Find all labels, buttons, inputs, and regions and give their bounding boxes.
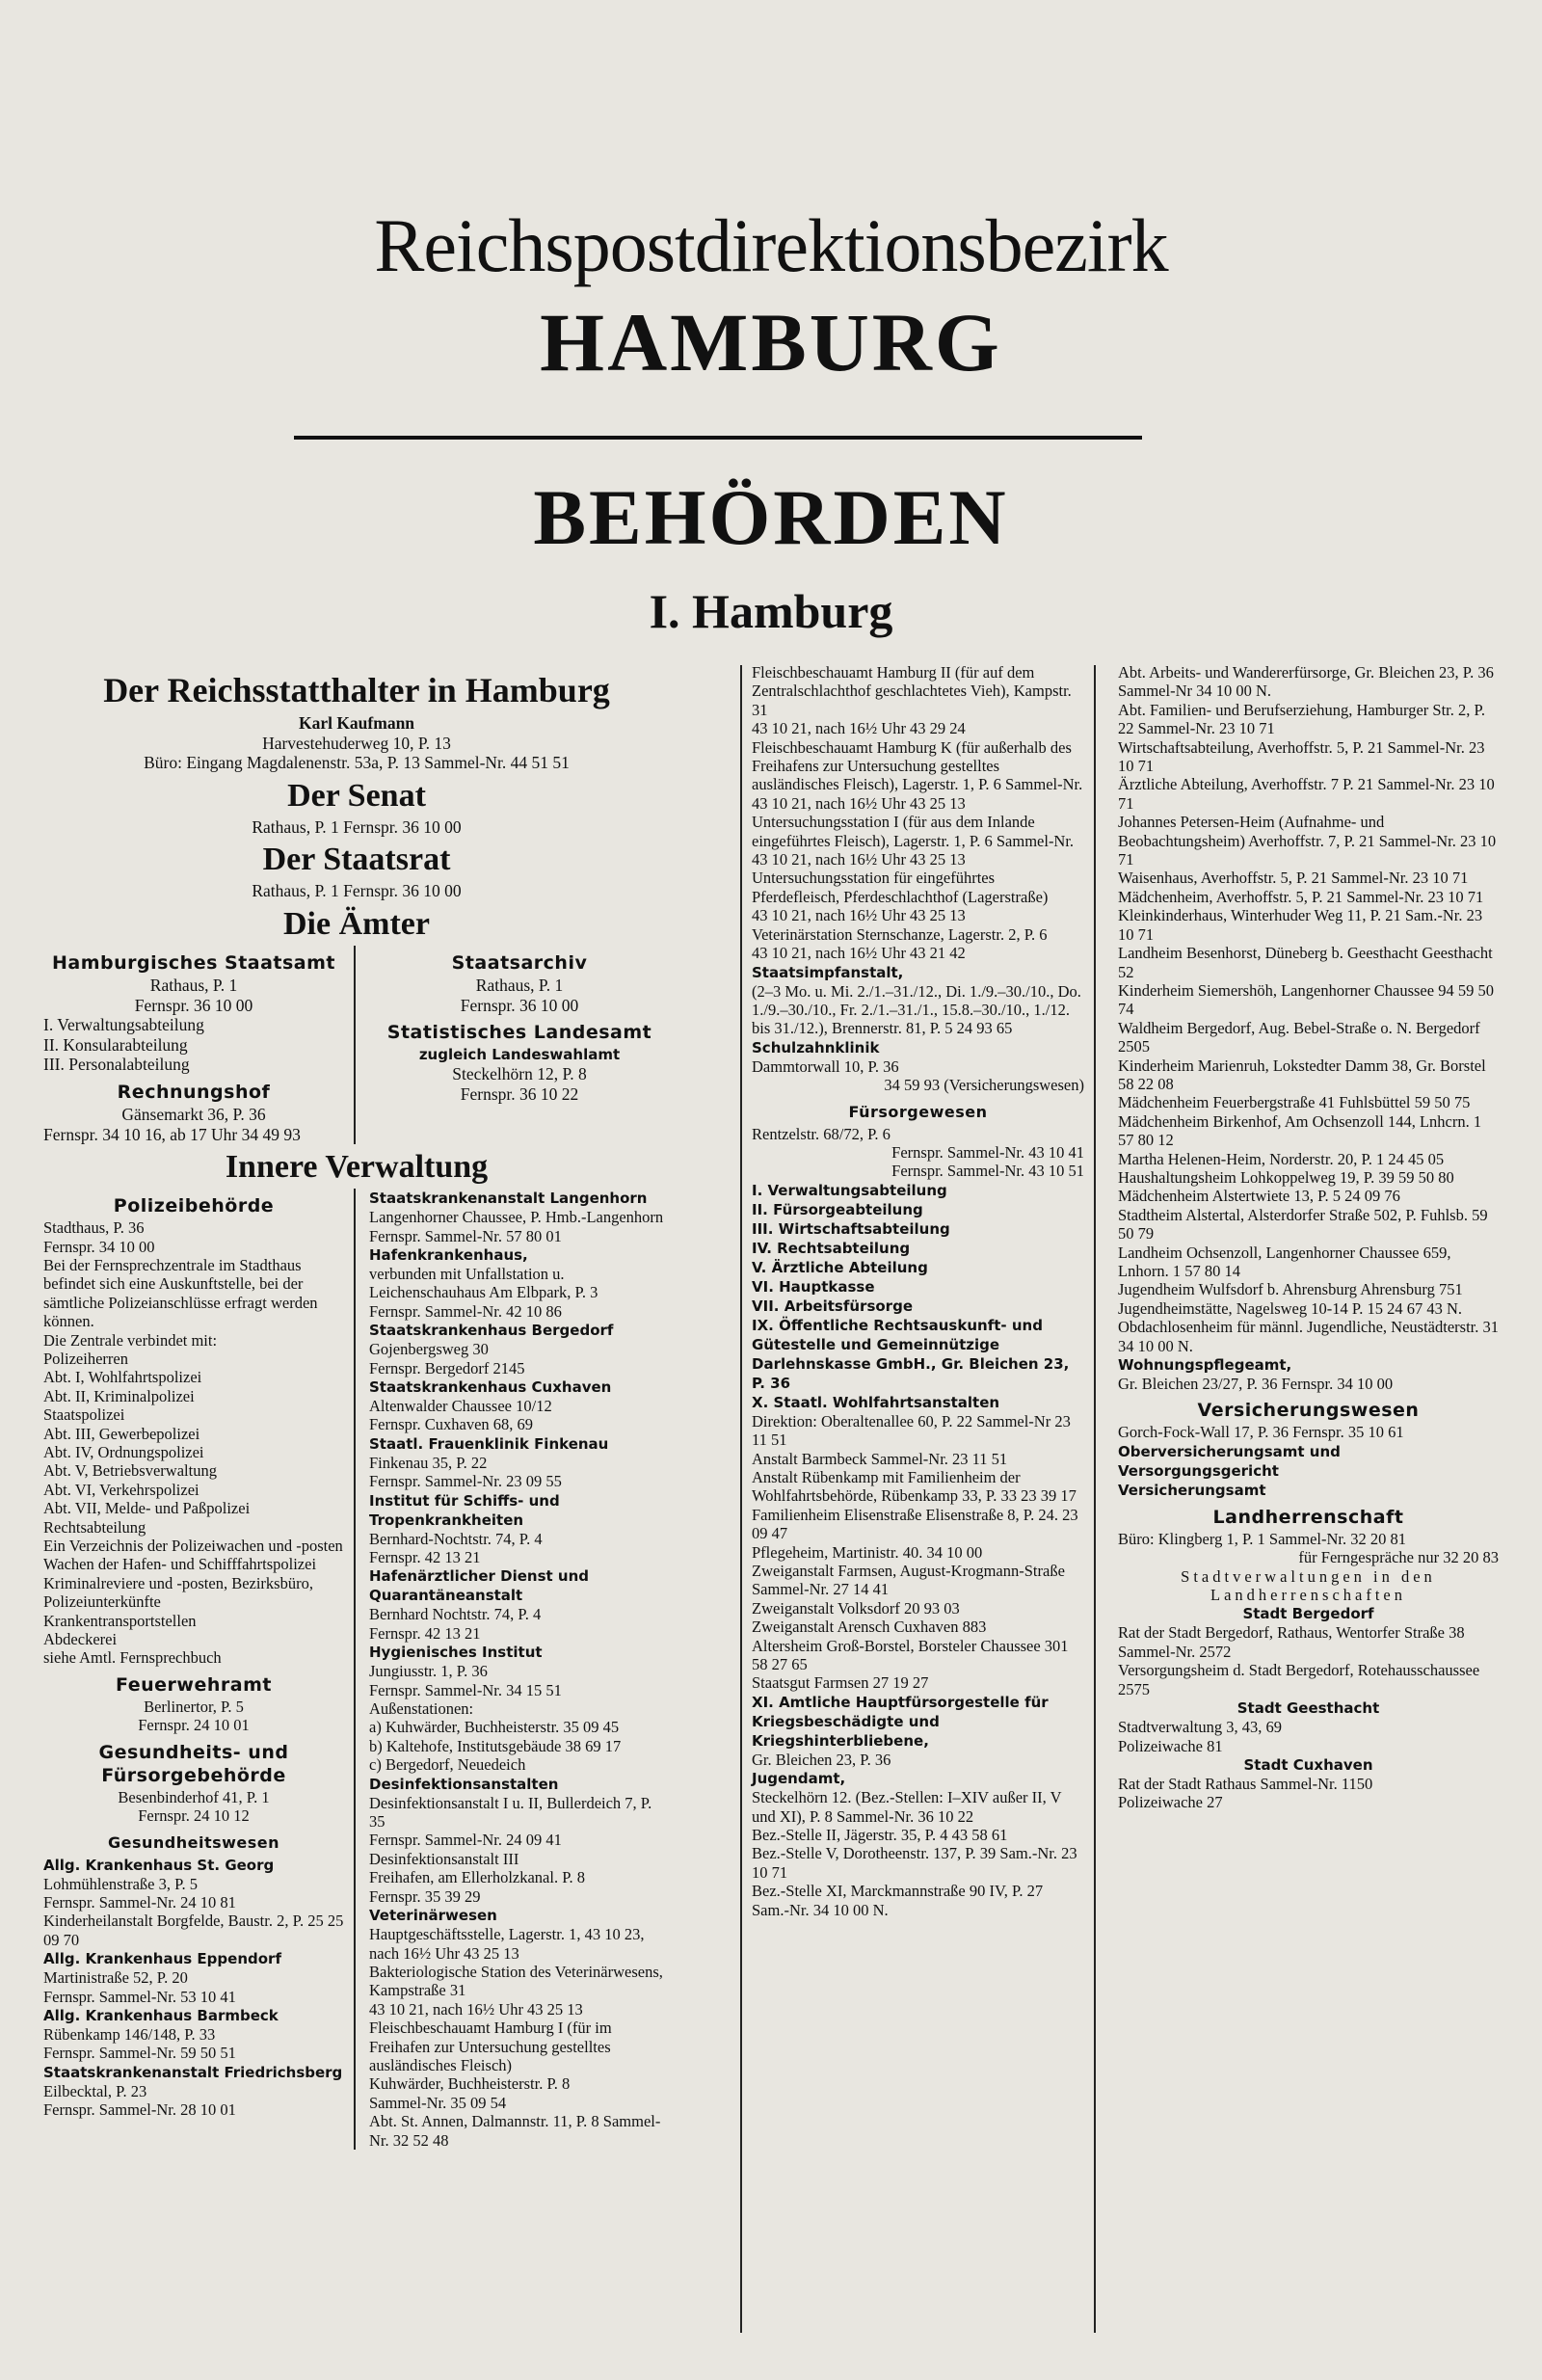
feuerwehr-heading: Feuerwehramt	[116, 1673, 272, 1696]
text-line: Kinderheilanstalt Borgfelde, Baustr. 2, P. 25 25 09 70	[43, 1912, 344, 1949]
text-line: Fernspr. 42 13 21	[369, 1623, 481, 1643]
text-line: Rathaus, P. 1	[475, 975, 564, 995]
abteilung-item: III. Wirtschaftsabteilung	[752, 1219, 950, 1238]
impf-heading: Staatsimpfanstalt,	[752, 963, 904, 981]
rechnungshof-heading: Rechnungshof	[117, 1081, 271, 1103]
title-rule	[294, 436, 1142, 440]
senat-heading: Der Senat	[287, 777, 426, 814]
text-line: Bei der Fernsprechzentrale im Stadthaus befindet sich eine Auskunftstelle, bei der sämtliche Polizeianschlüsse erfragt werden können.	[43, 1255, 318, 1331]
entry-heading: Desinfektionsanstalten	[369, 1775, 559, 1793]
text-line: Jugendheimstätte, Nagelsweg 10-14 P. 15 24 67 43 N.	[1118, 1298, 1462, 1318]
text-line: Abt. St. Annen, Dalmannstr. 11, P. 8 Sammel-Nr. 32 52 48	[369, 2112, 661, 2150]
wohnung-heading: Wohnungspflegeamt,	[1118, 1356, 1292, 1375]
text-line: Rat der Stadt Rathaus Sammel-Nr. 1150	[1118, 1774, 1373, 1793]
entry-heading: Institut für Schiffs- und Tropenkrankheiten	[369, 1491, 560, 1529]
text-line: Jungiusstr. 1, P. 36	[369, 1662, 488, 1681]
landherren-heading: Landherrenschaft	[1212, 1506, 1404, 1528]
text-line: Rat der Stadt Bergedorf, Rathaus, Wentorfer Straße 38 Sammel-Nr. 2572	[1118, 1623, 1465, 1661]
text-line: Fernspr. 35 39 29	[369, 1886, 481, 1906]
text-line: Anstalt Rübenkamp mit Familienheim der Wohlfahrtsbehörde, Rübenkamp 33, P. 33 23 39 17	[752, 1467, 1077, 1506]
text-line: Stadthaus, P. 36	[43, 1218, 145, 1238]
entry-heading: Staatl. Frauenklinik Finkenau	[369, 1434, 609, 1453]
wohlfahrt-heading: X. Staatl. Wohlfahrtsanstalten	[752, 1393, 1000, 1411]
text-line: Bez.-Stelle V, Dorotheenstr. 137, P. 39 Sam.-Nr. 23 10 71	[752, 1844, 1077, 1882]
text-line: Fernspr. 36 10 22	[460, 1083, 579, 1104]
abteilung-item: IV. Rechtsabteilung	[752, 1239, 911, 1257]
text-line: Bernhard-Nochtstr. 74, P. 4	[369, 1529, 543, 1548]
text-line: Rechtsabteilung	[43, 1517, 146, 1537]
column-divider	[740, 665, 742, 2333]
text-line: Rathaus, P. 1	[149, 975, 238, 995]
gesundheit-entries	[43, 1856, 344, 2120]
text-line: Langenhorner Chaussee, P. Hmb.-Langenhorn	[369, 1208, 664, 1227]
text-line: Gr. Bleichen 23, P. 36	[752, 1750, 891, 1769]
entry-heading: Hygienisches Institut	[369, 1644, 543, 1662]
jugend-heading: Jugendamt,	[752, 1770, 846, 1788]
text-line: Kriminalreviere und -posten, Bezirksbüro, Polizeiunterkünfte	[43, 1573, 313, 1612]
text-line: Gr. Bleichen 23/27, P. 36 Fernspr. 34 10 00	[1118, 1375, 1394, 1394]
text-line: Abt. Arbeits- und Wandererfürsorge, Gr. Bleichen 23, P. 36 Sammel-Nr 34 10 00 N.	[1118, 663, 1494, 701]
text-line: Anstalt Barmbeck Sammel-Nr. 23 11 51	[752, 1449, 1008, 1468]
text-line: 43 10 21, nach 16½ Uhr 43 25 13	[752, 906, 966, 925]
text-line: Fernspr. 24 10 12	[138, 1806, 250, 1826]
text-line: III. Personalabteilung	[43, 1055, 190, 1075]
reichsstatthalter-heading: Der Reichsstatthalter in Hamburg	[103, 671, 610, 709]
text-line: Altersheim Groß-Borstel, Borsteler Chaussee 301 58 27 65	[752, 1636, 1069, 1674]
text-line: Desinfektionsanstalt I u. II, Bullerdeich 7, P. 35	[369, 1793, 652, 1832]
innere-right	[354, 1189, 670, 2150]
text-line: Finkenau 35, P. 22	[369, 1453, 488, 1472]
text-line: Kinderheim Marienruh, Lokstedter Damm 38, Gr. Borstel 58 22 08	[1118, 1056, 1486, 1093]
text-line: Freihafen, am Ellerholzkanal. P. 8	[369, 1868, 586, 1887]
text-line: Obdachlosenheim für männl. Jugendliche, Neustädterstr. 31 34 10 00 N.	[1118, 1318, 1499, 1355]
text-line: Dammtorwall 10, P. 36	[752, 1056, 899, 1076]
text-line: Lohmühlenstraße 3, P. 5	[43, 1874, 198, 1893]
aemter-right	[354, 946, 670, 1144]
aemter-columns	[43, 946, 670, 1144]
versicherungsamt-heading: Versicherungsamt	[1118, 1481, 1266, 1499]
entry-heading: Staatskrankenhaus Cuxhaven	[369, 1377, 612, 1396]
text-line: Hauptgeschäftsstelle, Lagerstr. 1, 43 10 23, nach 16½ Uhr 43 25 13	[369, 1925, 645, 1963]
text-line: Staatspolizei	[43, 1405, 125, 1425]
text-line: Zweiganstalt Volksdorf 20 93 03	[752, 1598, 960, 1618]
text-line: Pflegeheim, Martinistr. 40. 34 10 00	[752, 1542, 983, 1562]
text-line: Steckelhörn 12. (Bez.-Stellen: I–XIV außer II, V und XI), P. 8 Sammel-Nr. 36 10 22	[752, 1788, 1062, 1826]
staatsrat-heading: Der Staatsrat	[262, 842, 451, 878]
entry-heading: Allg. Krankenhaus Eppendorf	[43, 1950, 281, 1968]
text-line: 43 10 21, nach 16½ Uhr 43 21 42	[752, 944, 966, 963]
text-line: Fernspr. Sammel-Nr. 57 80 01	[369, 1226, 562, 1245]
innere-heading: Innere Verwaltung	[225, 1149, 489, 1186]
jugend-lines	[752, 1788, 1084, 1919]
fleischbeschau-lines	[752, 663, 1084, 963]
text-line: Haushaltungsheim Lohkoppelweg 19, P. 39 59 50 80	[1118, 1167, 1454, 1187]
text-line: Versorgungsheim d. Stadt Bergedorf, Rotehausschaussee 2575	[1118, 1661, 1480, 1698]
page-title: Reichspostdirektionsbezirk	[374, 203, 1168, 287]
text-line: Eilbecktal, P. 23	[43, 2081, 147, 2100]
text-line: Direktion: Oberaltenallee 60, P. 22 Sammel-Nr 23 11 51	[752, 1411, 1071, 1450]
polizei-heading: Polizeibehörde	[113, 1195, 275, 1217]
cuxhaven-heading: Stadt Cuxhaven	[1243, 1755, 1373, 1774]
column-4	[1118, 663, 1499, 1812]
text-line: Rentzelstr. 68/72, P. 6	[752, 1124, 891, 1143]
text-line: Abt. V, Betriebsverwaltung	[43, 1461, 217, 1481]
reichsstatthalter-name: Karl Kaufmann	[298, 713, 415, 733]
text-line: Fernspr. Cuxhaven 68, 69	[369, 1415, 534, 1434]
text-line: Bez.-Stelle XI, Marckmannstraße 90 IV, P. 27 Sam.-Nr. 34 10 00 N.	[752, 1882, 1044, 1919]
text-line: II. Konsularabteilung	[43, 1034, 188, 1055]
fuersorge-heime-lines	[1118, 663, 1499, 1355]
text-line: siehe Amtl. Fernsprechbuch	[43, 1648, 222, 1668]
text-line: Fleischbeschauamt Hamburg II (für auf dem Zentralschlachthof geschlachtetes Vieh), Kampstr. 31	[752, 663, 1072, 719]
text-line: Rathaus, P. 1 Fernspr. 36 10 00	[252, 881, 462, 901]
text-line: Abt. VI, Verkehrspolizei	[43, 1480, 199, 1499]
abteilung-item: V. Ärztliche Abteilung	[752, 1258, 928, 1276]
text-line: Rübenkamp 146/148, P. 33	[43, 2024, 216, 2044]
text-line: Fernspr. Sammel-Nr. 23 09 55	[369, 1472, 562, 1491]
text-line: Abt. IV, Ordnungspolizei	[43, 1443, 204, 1461]
text-line: Gänsemarkt 36, P. 36	[121, 1104, 266, 1124]
text-line: Fernspr. 36 10 00	[134, 995, 253, 1015]
entry-heading: Staatskrankenanstalt Friedrichsberg	[43, 2063, 343, 2081]
entry-heading: Hafenkrankenhaus,	[369, 1245, 528, 1264]
text-line: Fernspr. Sammel-Nr. 24 09 41	[369, 1831, 562, 1850]
text-line: Jugendheim Wulfsdorf b. Ahrensburg Ahrensburg 751	[1118, 1280, 1463, 1299]
subsection-title: I. Hamburg	[649, 584, 893, 638]
text-line: Fernspr. 24 10 01	[138, 1716, 250, 1735]
text-line: Außenstationen:	[369, 1699, 474, 1719]
entry-heading: Allg. Krankenhaus Barmbeck	[43, 2006, 279, 2024]
text-line: Fleischbeschauamt Hamburg I (für im Freihafen zur Untersuchung gestelltes ausländisches Fleisch)	[369, 2019, 612, 2074]
text-line: a) Kuhwärder, Buchheisterstr. 35 09 45	[369, 1718, 620, 1737]
text-line: Fernspr. Sammel-Nr. 34 15 51	[369, 1680, 562, 1699]
text-line: Berlinertor, P. 5	[144, 1697, 244, 1716]
text-line: verbunden mit Unfallstation u. Leichenschauhaus Am Elbpark, P. 3	[369, 1264, 598, 1302]
text-line: Fernspr. Sammel-Nr. 53 10 41	[43, 1987, 236, 2006]
text-line: Fernspr. 36 10 00	[460, 995, 579, 1015]
text-line: Zweiganstalt Arensch Cuxhaven 883	[752, 1618, 987, 1637]
column-1	[43, 663, 670, 2150]
abteilung-item: II. Fürsorgeabteilung	[752, 1200, 923, 1218]
page-city: HAMBURG	[540, 296, 1002, 388]
entry-heading: Hafenärztlicher Dienst und Quarantäneanstalt	[369, 1567, 589, 1605]
text-line: I. Verwaltungsabteilung	[43, 1015, 204, 1035]
text-line: Abt. II, Kriminalpolizei	[43, 1386, 195, 1405]
text-line: Fernspr. Sammel-Nr. 28 10 01	[43, 2100, 236, 2120]
text-line: Fernspr. 42 13 21	[369, 1548, 481, 1566]
entry-heading: Veterinärwesen	[369, 1907, 497, 1925]
text-line: Veterinärstation Sternschanze, Lagerstr. 2, P. 6	[752, 924, 1048, 944]
text-line: Mädchenheim, Averhoffstr. 5, P. 21 Sammel-Nr. 23 10 71	[1118, 887, 1484, 906]
column-divider	[1094, 665, 1096, 2333]
text-line: Abt. III, Gewerbepolizei	[43, 1424, 200, 1443]
text-line: Gorch-Fock-Wall 17, P. 36 Fernspr. 35 10 61	[1118, 1423, 1404, 1442]
oberversicherung-heading: Oberversicherungsamt und Versorgungsgericht	[1118, 1442, 1341, 1480]
text-line: Untersuchungsstation I (für aus dem Inlande eingeführtes Fleisch), Lagerstr. 1, P. 6 Sammel-Nr. 43 10 21, nach 16½ Uhr 43 25 13	[752, 813, 1075, 869]
text-line: Die Zentrale verbindet mit:	[43, 1330, 218, 1350]
text-line: (2–3 Mo. u. Mi. 2./1.–31./12., Di. 1./9.–30./10., Do. 1./9.–30./10., Fr. 2./1.–31./1., 15.8.–30./10., 1./12. bis 31./12.), Brennerstr. 81, P. 5 24 93 65	[752, 981, 1081, 1038]
polizei-lines	[43, 1218, 344, 1668]
text-line: Familienheim Elisenstraße Elisenstraße 8, P. 24. 23 09 47	[752, 1505, 1078, 1543]
text-line: Kuhwärder, Buchheisterstr. P. 8	[369, 2074, 571, 2094]
bergedorf-heading: Stadt Bergedorf	[1242, 1605, 1374, 1623]
staatsarchiv-heading: Staatsarchiv	[451, 951, 588, 974]
text-line: Gojenbergsweg 30	[369, 1340, 489, 1359]
text-line: Stadtheim Alstertal, Alsterdorfer Straße 502, P. Fuhlsb. 59 50 79	[1118, 1205, 1488, 1243]
text-line: Abt. VII, Melde- und Paßpolizei	[43, 1499, 251, 1518]
text-line: für Ferngespräche nur 32 20 83	[1298, 1548, 1499, 1567]
text-line: Waldheim Bergedorf, Aug. Bebel-Straße o. N. Bergedorf 2505	[1118, 1018, 1480, 1056]
wohlfahrt-lines	[752, 1412, 1084, 1693]
text-line: Abt. Familien- und Berufserziehung, Hamburger Str. 2, P. 22 Sammel-Nr. 23 10 71	[1118, 700, 1485, 738]
abteilung-item: VI. Hauptkasse	[752, 1277, 875, 1296]
text-line: Ein Verzeichnis der Polizeiwachen und -posten	[43, 1537, 343, 1556]
text-line: Harvestehuderweg 10, P. 13	[262, 733, 451, 753]
text-line: Krankentransportstellen	[43, 1611, 197, 1630]
versicherung-heading: Versicherungswesen	[1197, 1400, 1420, 1422]
text-line: b) Kaltehofe, Institutsgebäude 38 69 17	[369, 1736, 622, 1755]
text-line: Fernspr. Bergedorf 2145	[369, 1358, 525, 1377]
text-line: Fernspr. Sammel-Nr. 59 50 51	[43, 2044, 236, 2063]
text-line: Besenbinderhof 41, P. 1	[118, 1787, 270, 1806]
gesundheit-heading: Gesundheits- und Fürsorgebehörde	[98, 1741, 289, 1786]
text-line: Fernspr. 34 10 00	[43, 1237, 155, 1256]
text-line: Desinfektionsanstalt III	[369, 1849, 519, 1868]
text-line: Martha Helenen-Heim, Norderstr. 20, P. 1 24 45 05	[1118, 1149, 1445, 1168]
abteilung-item: I. Verwaltungsabteilung	[752, 1181, 947, 1199]
xi-heading: XI. Amtliche Hauptfürsorgestelle für Kriegsbeschädigte und Kriegshinterbliebene,	[752, 1693, 1049, 1750]
text-line: Fleischbeschauamt Hamburg K (für außerhalb des Freihafens zur Untersuchung gestelltes ausländisches Fleisch), Lagerstr. 1, P. 6 Sammel-Nr. 43 10 21, nach 16½ Uhr 43 25 13	[752, 737, 1083, 813]
text-line: Steckelhörn 12, P. 8	[452, 1064, 587, 1084]
text-line: Bernhard Nochtstr. 74, P. 4	[369, 1605, 542, 1624]
abteilung-item: IX. Öffentliche Rechtsauskunft- und Gütestelle und Gemeinnützige Darlehnskasse GmbH., Gr. Bleichen 23, P. 36	[752, 1316, 1070, 1392]
text-line: Stadtverwaltung 3, 43, 69	[1118, 1718, 1283, 1737]
text-line: Mädchenheim Feuerbergstraße 41 Fuhlsbüttel 59 50 75	[1118, 1093, 1471, 1112]
text-line: Büro: Klingberg 1, P. 1 Sammel-Nr. 32 20 81	[1118, 1529, 1406, 1548]
text-line: Zweiganstalt Farmsen, August-Krogmann-Straße Sammel-Nr. 27 14 41	[752, 1562, 1065, 1599]
text-line: Abdeckerei	[43, 1630, 118, 1649]
text-line: Landheim Besenhorst, Düneberg b. Geesthacht Geesthacht 52	[1118, 944, 1493, 981]
section-title: BEHÖRDEN	[533, 473, 1009, 561]
landesamt-sub: zugleich Landeswahlamt	[418, 1046, 621, 1064]
text-line: Polizeiwache 27	[1118, 1793, 1223, 1812]
text-line: Landheim Ochsenzoll, Langenhorner Chaussee 659, Lnhorn. 1 57 80 14	[1118, 1243, 1451, 1280]
stadtverwaltungen-label: Stadtverwaltungen in den Landherrenschaften	[1181, 1566, 1436, 1605]
text-line: Martinistraße 52, P. 20	[43, 1968, 188, 1988]
text-line: Kleinkinderhaus, Winterhuder Weg 11, P. 21 Sam.-Nr. 23 10 71	[1118, 906, 1483, 944]
entry-heading: Staatskrankenanstalt Langenhorn	[369, 1190, 648, 1208]
text-line: 34 59 93 (Versicherungswesen)	[884, 1076, 1084, 1095]
text-line: Büro: Eingang Magdalenenstr. 53a, P. 13 Sammel-Nr. 44 51 51	[144, 753, 570, 773]
text-line: Altenwalder Chaussee 10/12	[369, 1396, 552, 1415]
text-line: Kinderheim Siemershöh, Langenhorner Chaussee 94 59 50 74	[1118, 980, 1494, 1019]
schulzahn-heading: Schulzahnklinik	[752, 1038, 880, 1056]
text-line: Johannes Petersen-Heim (Aufnahme- und Beobachtungsheim) Averhoffstr. 7, P. 21 Sammel-Nr. 23 10 71	[1118, 813, 1497, 869]
text-line: Wirtschaftsabteilung, Averhoffstr. 5, P. 21 Sammel-Nr. 23 10 71	[1118, 737, 1485, 776]
text-line: 43 10 21, nach 16½ Uhr 43 29 24	[752, 719, 966, 738]
innere-left	[43, 1189, 344, 2150]
gesundheitswesen-heading: Gesundheitswesen	[107, 1832, 280, 1852]
text-line: Fernspr. Sammel-Nr. 43 10 41	[891, 1142, 1084, 1162]
text-line: Wachen der Hafen- und Schifffahrtspolizei	[43, 1555, 317, 1574]
text-line: Ärztliche Abteilung, Averhoffstr. 7 P. 21 Sammel-Nr. 23 10 71	[1118, 775, 1495, 813]
column-3	[752, 663, 1084, 1919]
entry-heading: Allg. Krankenhaus St. Georg	[43, 1856, 275, 1874]
text-line: Polizeiwache 81	[1118, 1736, 1223, 1755]
aemter-left	[43, 946, 344, 1144]
text-line: Untersuchungsstation für eingeführtes Pferdefleisch, Pferdeschlachthof (Lagerstraße)	[752, 869, 1049, 906]
abteilungen-list	[752, 1181, 1084, 1393]
text-line: Abt. I, Wohlfahrtspolizei	[43, 1368, 202, 1387]
landesamt-heading: Statistisches Landesamt	[386, 1022, 652, 1044]
text-line: Waisenhaus, Averhoffstr. 5, P. 21 Sammel-Nr. 23 10 71	[1118, 869, 1469, 888]
fuersorge-heading: Fürsorgewesen	[848, 1102, 988, 1121]
text-line: Bez.-Stelle II, Jägerstr. 35, P. 4 43 58 61	[752, 1826, 1008, 1845]
abteilung-item: VII. Arbeitsfürsorge	[752, 1297, 913, 1315]
text-line: Mädchenheim Alstertwiete 13, P. 5 24 09 76	[1118, 1187, 1400, 1206]
text-line: Fernspr. 34 10 16, ab 17 Uhr 34 49 93	[43, 1124, 301, 1144]
text-line: Bakteriologische Station des Veterinärwesens, Kampstraße 31	[369, 1962, 663, 2000]
text-line: 43 10 21, nach 16½ Uhr 43 25 13	[369, 1999, 583, 2019]
text-line: Sammel-Nr. 35 09 54	[369, 2093, 507, 2112]
text-line: Staatsgut Farmsen 27 19 27	[752, 1673, 929, 1693]
aemter-heading: Die Ämter	[283, 905, 430, 942]
text-line: Polizeiherren	[43, 1349, 128, 1368]
staatsamt-heading: Hamburgisches Staatsamt	[51, 951, 336, 974]
text-line: Fernspr. Sammel-Nr. 42 10 86	[369, 1301, 562, 1321]
text-line: Rathaus, P. 1 Fernspr. 36 10 00	[252, 816, 462, 837]
innere-columns	[43, 1189, 670, 2150]
text-line: Fernspr. Sammel-Nr. 24 10 81	[43, 1892, 236, 1912]
text-line: c) Bergedorf, Neuedeich	[369, 1755, 526, 1775]
text-line: Fernspr. Sammel-Nr. 43 10 51	[891, 1162, 1084, 1181]
text-line: Mädchenheim Birkenhof, Am Ochsenzoll 144, Lnhcrn. 1 57 80 12	[1118, 1111, 1482, 1150]
entry-heading: Staatskrankenhaus Bergedorf	[369, 1322, 614, 1340]
geesthacht-heading: Stadt Geesthacht	[1236, 1699, 1380, 1718]
